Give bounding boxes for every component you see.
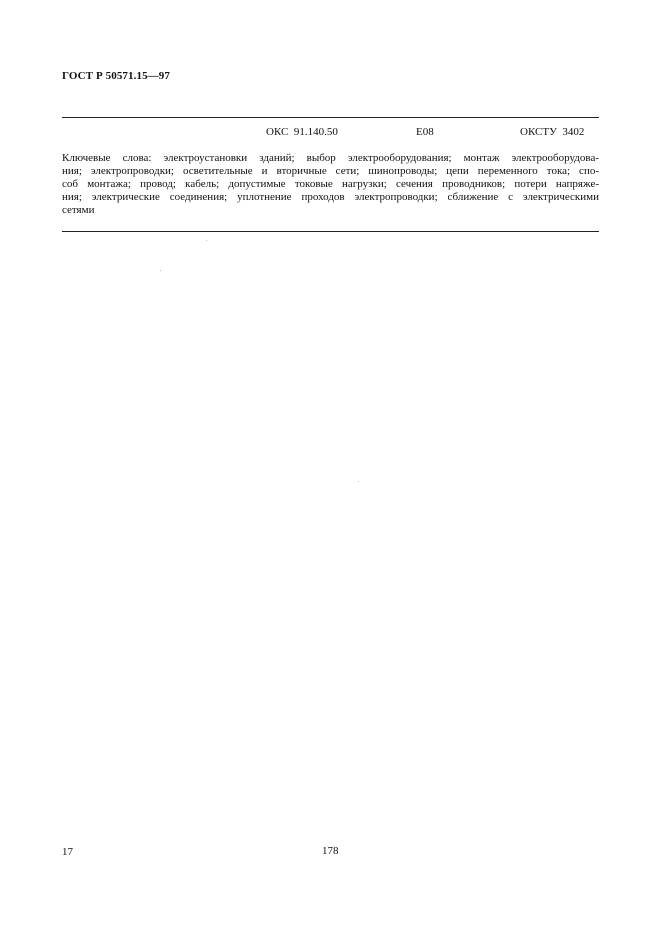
keywords-line: ния; электрические соединения; уплотнение проходов электропроводки; сближение с электрическими [62, 191, 599, 203]
page-number-center: 178 [322, 845, 339, 857]
okstu-code: ОКСТУ 3402 [520, 126, 585, 138]
top-divider [62, 117, 599, 118]
keywords-line: соб монтажа; провод; кабель; допустимые токовые нагрузки; сечения проводников; потери напряже- [62, 178, 599, 190]
document-code: ГОСТ Р 50571.15—97 [62, 70, 170, 82]
scan-speck [160, 270, 161, 271]
keywords-line: ния; электропроводки; осветительные и вторичные сети; шинопроводы; цепи переменного тока; спо- [62, 165, 599, 177]
keywords-paragraph [62, 152, 599, 217]
page-number-left: 17 [62, 846, 73, 858]
bottom-divider [62, 231, 599, 232]
classifier-code: Е08 [416, 126, 434, 138]
oks-code: ОКС 91.140.50 [266, 126, 338, 138]
keywords-line: сетями [62, 204, 95, 216]
scan-speck [206, 240, 207, 241]
keywords-line: Ключевые слова: электроустановки зданий; выбор электрооборудования; монтаж электрооборудова- [62, 152, 599, 164]
scan-speck [358, 481, 359, 482]
